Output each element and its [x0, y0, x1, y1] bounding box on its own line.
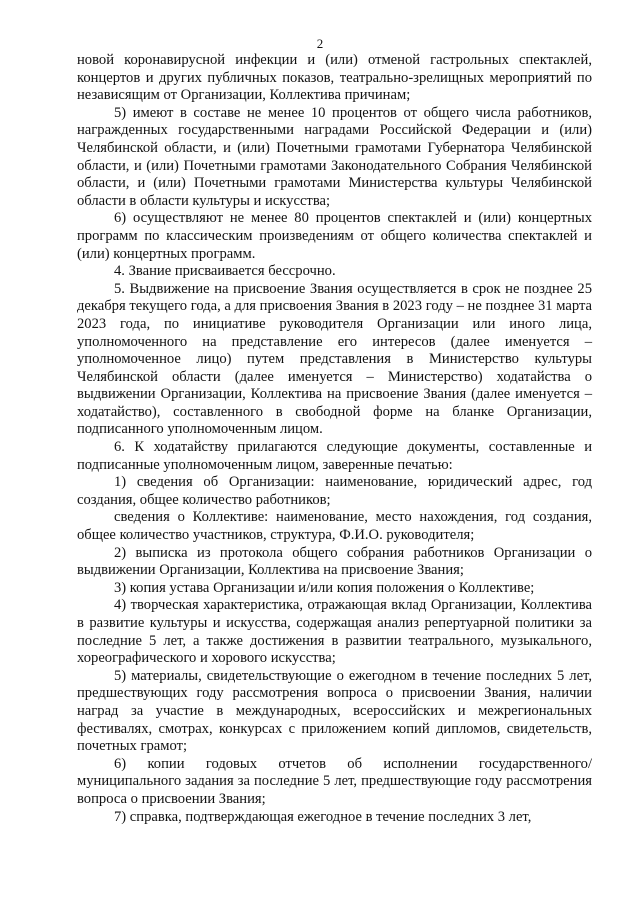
paragraph-doc-1-organization: 1) сведения об Организации: наименование, юридический адрес, год создания, общее количество работников; [77, 474, 592, 508]
paragraph-doc-5-materials: 5) материалы, свидетельствующие о ежегодном в течение последних 5 лет, предшествующих году рассмотрения вопроса о присвоении Звания, наличии наград за участие в международных, всероссийских и межрегиональных фестивалях, смотрах, конкурсах с приложением копий дипломов, свидетельств, почетных грамот; [77, 667, 592, 755]
paragraph-section-4: 4. Звание присваивается бессрочно. [114, 263, 336, 280]
paragraph-doc-7-certificate: 7) справка, подтверждающая ежегодное в течение последних 3 лет, [114, 808, 532, 825]
paragraph-doc-1-collective: сведения о Коллективе: наименование, место нахождения, год создания, общее количество участников, структура, Ф.И.О. руководителя; [77, 509, 592, 544]
paragraph-item-6-classical: 6) осуществляют не менее 80 процентов спектаклей и (или) концертных программ по классическим произведениям от общего количества спектаклей и (или) концертных программ. [77, 210, 592, 262]
paragraph-doc-2-protocol: 2) выписка из протокола общего собрания работников Организации о выдвижении Организации, Коллектива на присвоение Звания; [77, 544, 592, 579]
paragraph-doc-4-characteristic: 4) творческая характеристика, отражающая вклад Организации, Коллектива в развитие культуры и искусства, содержащая анализ репертуарной политики за последние 5 лет, а также достижения в развитии театрального, музыкального, хореографического и хорового искусства; [77, 597, 592, 667]
paragraph-doc-6-reports: 6) копии годовых отчетов об исполнении государственного/ муниципального задания за последние 5 лет, предшествующие году рассмотрения вопроса о присвоении Звания; [77, 755, 592, 807]
document-body [77, 52, 592, 826]
paragraph-continuation: новой коронавирусной инфекции и (или) отменой гастрольных спектаклей, концертов и других публичных показов, театрально-зрелищных мероприятий по независящим от Организации, Коллектива причинам; [77, 52, 592, 104]
paragraph-item-5-awards: 5) имеют в составе не менее 10 процентов от общего числа работников, награжденных государственными наградами Российской Федерации и (или) Челябинской области, и (или) Почетными грамотами Губернатора Челябинской области, и (или) Почетными грамотами Законодательного Собрания Челябинской области, и (или) Почетными грамотами Министерства культуры Челябинской области в области культуры и искусства; [77, 104, 592, 209]
page-number: 2 [316, 36, 324, 51]
paragraph-section-5: 5. Выдвижение на присвоение Звания осуществляется в срок не позднее 25 декабря текущего года, а для присвоения Звания в 2023 году – не позднее 31 марта 2023 года, по инициативе руководителя Организации или иного лица, уполномоченного на представление его интересов (далее именуется – уполномоченное лицо) путем представления в Министерство культуры Челябинской области (далее именуется – Министерство) ходатайства о выдвижении Организации, Коллектива на присвоение Звания (далее именуется – ходатайство), составленного в свободной форме на бланке Организации, подписанного уполномоченным лицом. [77, 280, 592, 438]
paragraph-doc-3-charter: 3) копия устава Организации и/или копия положения о Коллективе; [114, 579, 535, 596]
paragraph-section-6: 6. К ходатайству прилагаются следующие документы, составленные и подписанные уполномоченным лицом, заверенные печатью: [77, 439, 592, 473]
